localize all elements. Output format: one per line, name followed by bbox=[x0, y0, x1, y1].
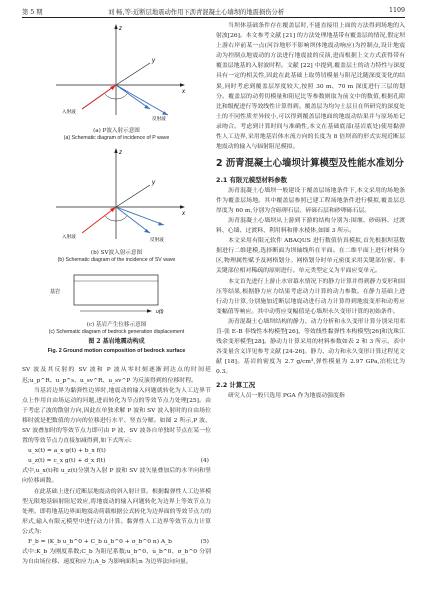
figure-2-title-en: Fig. 2 Ground motion composition of bedrock surface bbox=[47, 347, 186, 354]
p-wave-incidence-diagram bbox=[22, 21, 211, 123]
formula-text: u_z(t) = c_x g(t) + d_x f(t) bbox=[28, 458, 106, 465]
axis-y-label: y bbox=[152, 58, 155, 64]
header-title: 刘 畅,等:近断层地震动作用下沥青混凝土心墙坝的地震损伤分析 bbox=[108, 9, 285, 16]
paragraph: 在此基础上进行近断层地震动的斜入射计算。根据黏弹性人工边界模型无限地基辐射阻尼效应,将地震动的输入问题转化为边界上等效节点力处理。即将地基边界面地震动荷载根据公式转化为边界面的等效节点力的形式,输入有限元模型中进行动力计算。黏弹性人工边界等效节点力计算公式为: bbox=[22, 488, 211, 535]
axis-z-label: z bbox=[119, 26, 122, 32]
axis-x-label: x bbox=[182, 89, 185, 95]
header-page-number: 1109 bbox=[388, 7, 405, 14]
reflected-wave-label: 反射波 bbox=[150, 236, 164, 242]
section-2-2-heading: 2.2 计算工况 bbox=[216, 380, 256, 389]
paragraph: 当基岩边界为黏弹性边界时,地震动的输入问题就转化为人工边界节点上作用自由场运动的问题,进而转化为节点的等效节点力处理[25]。由于考虑了波的散射方向,因此在单独求解 P 波和 SV 波入射时的自由场位移时就是把数值的方向的位移进行水平、竖直分解。如图 2 所示,P 波、SV 波叠加时的等效节点力即可由 P 波、SV 波各自单独时节点在某一位置的等效节点力直接加减得到,如下式所示: bbox=[22, 387, 211, 445]
left-body bbox=[22, 365, 211, 567]
sv-wave-incidence-diagram bbox=[22, 145, 211, 245]
paragraph: 沥青混凝土心墙坝结构的静力、动力分析和永久变形计算分别采用邓肯-张 E-B 非线性本构模型[26]、等效线性黏弹性本构模型[26]和沈珠江残余变形模型[28]。静动力计算采用的材料参数如表 2 和 3 所示。表中各变量含义详见参考文献 [24-26]。静力、动力和永久变形计算过程见文献 [18]。基岩的密度为 2.7 g/cm³,弹性模量为 2.97 GPa,泊松比为 0.3。 bbox=[216, 318, 405, 376]
formula-4-line-2 bbox=[22, 456, 211, 466]
incident-wave-label: 入射波 bbox=[62, 233, 76, 239]
figure-2b bbox=[22, 145, 211, 265]
axis-y-label: y bbox=[152, 179, 155, 186]
formula-text: u_x(t) = a_x g(t) + b_x f(t) bbox=[28, 448, 106, 455]
formula-number: (4) bbox=[200, 458, 209, 465]
paragraph: 式中,u_x(t)和 u_z(t)分别为入射 P 波和 SV 波矢量叠加后的水平向和竖向位移函数。 bbox=[22, 468, 211, 485]
header-rule bbox=[22, 17, 405, 18]
reflected-wave-label: 反射波 bbox=[152, 116, 166, 121]
bedrock-displacement-diagram bbox=[22, 267, 211, 317]
axis-z-label: z bbox=[119, 149, 122, 156]
paragraph: 研究人员一般只选用 PGA 作为地震动强度指 bbox=[228, 392, 345, 399]
bedrock-label: 基岩 bbox=[50, 288, 61, 295]
formula-number: (5) bbox=[200, 539, 209, 546]
formula-5 bbox=[22, 537, 211, 547]
figure-2-title-cn: 图 2 基岩地震动构成 bbox=[88, 338, 145, 346]
incident-wave-label: 入射波 bbox=[62, 109, 76, 114]
figure-2b-caption-en: (b) Schematic diagram of the incidence of SV wave bbox=[57, 257, 176, 264]
paragraph: 本文采用有限元软件 ABAQUS 进行数值仿真模拟,首先根据坝基数据进行二维建模,选择断面为坝轴线所在平面。在二维平面上进行材料分区,物理属性赋予及网格划分。网格划分时单元密度采用关键部位密、非关键部位相对稀疏的原则进行。单元类型定义为平面应变单元。 bbox=[216, 238, 405, 275]
axis-x-label: x bbox=[182, 210, 185, 217]
paragraph: 沥青混凝土心墙坝一般建设于覆盖层场地条件下,本文采用的场地条件为覆盖层场地。其中覆盖层参照已建工程场地条件进行模拟,覆盖层总厚度为 60 m,分别为含砾卵石层、碎砾石层和砂卵砾石层。 bbox=[216, 187, 405, 214]
left-column bbox=[22, 21, 211, 593]
paragraph: 式中:K_b 为刚度系数;C_b 为阻尼系数;u_b^0、u̇_b^0、σ_b^0 分别为自由场位移、速度和应力;A_b 为影响面积;n 为边界法向向量。 bbox=[22, 549, 211, 566]
figure-2a-caption-cn: (a) P波入射示意图 bbox=[93, 128, 140, 134]
header-issue: 第 5 期 bbox=[22, 9, 43, 16]
paragraph: 沥青混凝土心墙坝从上游到下游的结构分别为:围堰、砂砾料、过渡料、心墙、过渡料、利用料和排水棱体,如图 3 所示。 bbox=[216, 218, 405, 235]
figure-2c-caption-en: (c) Schematic diagram of bedrock generation displacement bbox=[48, 329, 185, 336]
figure-2c-caption-cn: (c) 基岩产生位移示意图 bbox=[86, 321, 147, 328]
displacement-arrow-label: u(t) bbox=[156, 308, 164, 315]
section-2-1-heading: 2.1 有限元模型材料参数 bbox=[216, 175, 288, 184]
paragraph: 本文首先进行上游止水帘幕水情况下的静力计算并得到静力变形和围压等结果,根据静力应力结果考虑动力计算的动力参数。在静力基础上进行动力计算,分别施加近断层地震动进行动力计算得到地震变形和动剪应变幅值等响应。其中动剪应变幅值是心墙坝永久变形计算的初始条件。 bbox=[216, 278, 405, 315]
figure-2-title bbox=[22, 338, 211, 355]
section-2-heading: 2 沥青混凝土心墙坝计算模型及性能水准划分 bbox=[216, 158, 404, 170]
figure-2a-caption-en: (a) Schematic diagram of incidence of P wave bbox=[63, 135, 170, 142]
figure-2a bbox=[22, 21, 211, 143]
paragraph: SV 波及其反射的 SV 波和 P 波从零时刻逐渐到达点的时间延迟;u_p^R、u_p^s、u_sv^R、u_sv^P 为反演得到的位移时程。 bbox=[22, 367, 211, 384]
paragraph: 当坝体基础条件存在覆盖层时,不能直接用上面的方法得到场地的入射波[26]。本文参考文献 [21] 的方法处理地基带有覆盖层的情况,假定坝上游右岸前某一点(河谷地形不影响坝体地震动响应)为控制点,设计地震动为控制点地震动的方法进行地震波的反演,进而根据上文方式获得带有覆盖层地基的入射波时程。文献 [22] 中提到,覆盖层土的动力特性与深度具有一定的相关性,因此在此基础上取剪切模量与阻尼比随深度变化的结果,同时考虑到覆盖层厚度较大,按照 30 m、70 m 深度进行三层的划分。覆盖层的动剪切模量和阻尼比等参数则取为前文中的数值,根据孔隙比和级配进行等效线性计算得到。覆盖层为均匀土层且在所研究的深度处土的不同性质差异较小,可以得到覆盖层地面的地震动结果并与原场址记录吻合。考虑到计算时间与准确性,本文在基础底部(基岩底处)使用黏弹性人工边界,采用地基岩体水流方向的长度为 8 倍坝高的形式实现近断层地震动的输入与辐射阻尼模拟。 bbox=[216, 23, 405, 151]
right-column bbox=[216, 21, 405, 593]
figure-2b-caption-cn: (b) SV波入射示意图 bbox=[90, 249, 143, 256]
figure-2c bbox=[22, 267, 211, 337]
formula-4-line-1 bbox=[22, 446, 211, 456]
formula-text: F_b = (K_b u_b^0 + C_b u̇_b^0 + σ_b^0 n) A_b bbox=[28, 539, 172, 546]
